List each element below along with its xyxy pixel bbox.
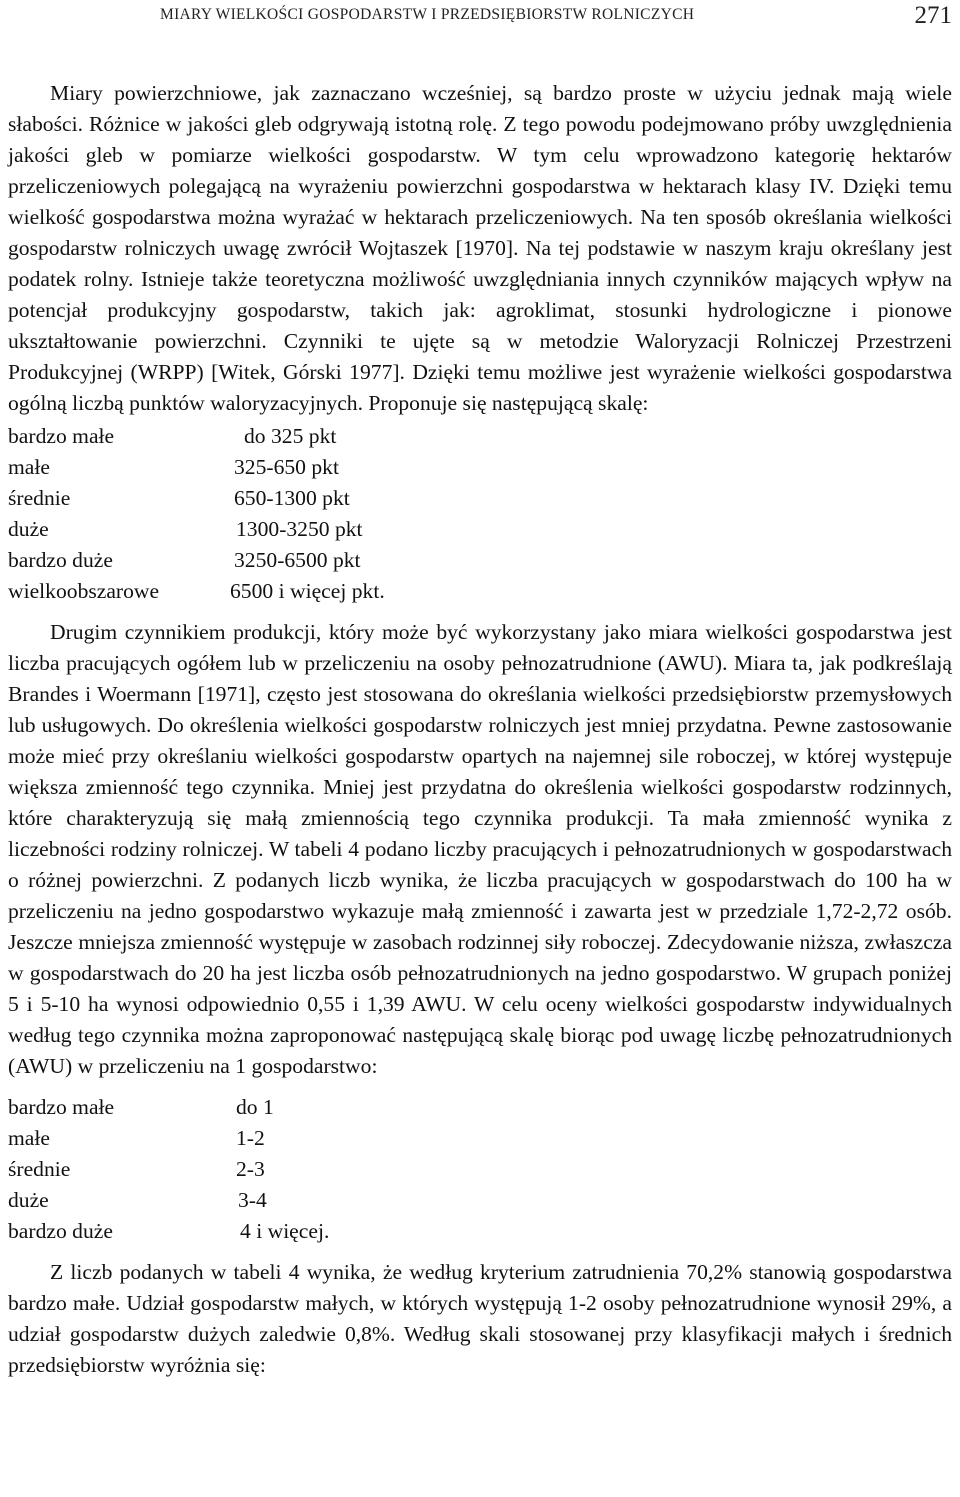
scale-row bbox=[8, 483, 952, 514]
scale-label: średnie bbox=[8, 1157, 71, 1181]
scale-row bbox=[8, 1185, 952, 1216]
body-text bbox=[8, 78, 952, 1381]
scale-label: bardzo małe bbox=[8, 424, 115, 448]
scale-label: duże bbox=[8, 1188, 49, 1212]
paragraph-area-measures: Miary powierzchniowe, jak zaznaczano wcześniej, są bardzo proste w użyciu jednak mają wiele słabości. Różnice w jakości gleb odgrywają istotną rolę. Z tego powodu podejmowano próby uwzględnienia jakości gleb w pomiarze wielkości gospodarstw. W tym celu wprowadzono kategorię hektarów przeliczeniowych polegającą na wyrażeniu powierzchni gospodarstwa w hektarach klasy IV. Dzięki temu wielkość gospodarstwa można wyrażać w hektarach przeliczeniowych. Na ten sposób określania wielkości gospodarstw rolniczych uwagę zwrócił Wojtaszek [1970]. Na tej podstawie w naszym kraju określany jest podatek rolny. Istnieje także teoretyczna możliwość uwzględniania innych czynników mających wpływ na potencjał produkcyjny gospodarstw, takich jak: agroklimat, stosunki hydrologiczne i pionowe ukształtowanie powierzchni. Czynniki te ujęte są w metodzie Waloryzacji Rolniczej Przestrzeni Produkcyjnej (WRPP) [Witek, Górski 1977]. Dzięki temu możliwe jest wyrażenie wielkości gospodarstwa ogólną liczbą punktów waloryzacyjnych. Proponuje się następującą skalę: bbox=[8, 81, 952, 415]
scale-row bbox=[8, 1123, 952, 1154]
scale-value: 3-4 bbox=[238, 1188, 267, 1212]
scale-row bbox=[8, 514, 952, 545]
scale-points-table bbox=[8, 421, 952, 607]
page-number: 271 bbox=[914, 2, 952, 29]
scale-row bbox=[8, 545, 952, 576]
scale-value: 6500 i więcej pkt. bbox=[230, 579, 385, 603]
scale-label: małe bbox=[8, 455, 50, 479]
scale-value: do 1 bbox=[236, 1095, 274, 1119]
paragraph-labor-measures: Drugim czynnikiem produkcji, który może być wykorzystany jako miara wielkości gospodarstwa jest liczba pracujących ogółem lub w przeliczeniu na osoby pełnozatrudnione (AWU). Miara ta, jak podkreślają Brandes i Woermann [1971], często jest stosowana do określania wielkości przedsiębiorstw przemysłowych lub usługowych. Do określenia wielkości gospodarstw rolniczych jest mniej przydatna. Pewne zastosowanie może mieć przy określaniu wielkości gospodarstw opartych na najemnej sile roboczej, w której występuje większa zmienność tego czynnika. Mniej jest przydatna do określenia wielkości gospodarstw rodzinnych, które charakteryzują się małą zmiennością tego czynnika produkcji. Ta mała zmienność wynika z liczebności rodziny rolniczej. W tabeli 4 podano liczby pracujących i pełnozatrudnionych w gospodarstwach o różnej powierzchni. Z podanych liczb wynika, że liczba pracujących w gospodarstwach do 100 ha w przeliczeniu na jedno gospodarstwo wykazuje małą zmienność i zawarta jest w przedziale 1,72-2,72 osób. Jeszcze mniejsza zmienność występuje w zasobach rodzinnej siły roboczej. Zdecydowanie niższa, zwłaszcza w gospodarstwach do 20 ha jest liczba osób pełnozatrudnionych na jedno gospodarstwo. W grupach poniżej 5 i 5-10 ha wynosi odpowiednio 0,55 i 1,39 AWU. W celu oceny wielkości gospodarstw indywidualnych według tego czynnika można zaproponować następującą skalę biorąc pod uwagę liczbę pełnozatrudnionych (AWU) w przeliczeniu na 1 gospodarstwo: bbox=[8, 620, 952, 1078]
scale-value: 650-1300 pkt bbox=[234, 486, 350, 510]
running-title: MIARY WIELKOŚCI GOSPODARSTW I PRZEDSIĘBIORSTW ROLNICZYCH bbox=[160, 6, 695, 23]
scale-value: 1-2 bbox=[236, 1126, 265, 1150]
scale-value: 4 i więcej. bbox=[240, 1219, 330, 1243]
paragraph-employment-shares: Z liczb podanych w tabeli 4 wynika, że według kryterium zatrudnienia 70,2% stanowią gospodarstwa bardzo małe. Udział gospodarstw małych, w których występują 1-2 osoby pełnozatrudnione wynosił 29%, a udział gospodarstw dużych zaledwie 0,8%. Według skali stosowanej przy klasyfikacji małych i średnich przedsiębiorstw wyróżnia się: bbox=[8, 1260, 952, 1377]
scale-label: bardzo duże bbox=[8, 1219, 113, 1243]
scale-value: 3250-6500 pkt bbox=[234, 548, 361, 572]
scale-row bbox=[8, 576, 952, 607]
scale-row bbox=[8, 1216, 952, 1247]
scale-label: bardzo małe bbox=[8, 1095, 115, 1119]
scale-awu-table bbox=[8, 1092, 952, 1247]
scale-value: 2-3 bbox=[236, 1157, 265, 1181]
running-header bbox=[0, 2, 960, 36]
scale-row bbox=[8, 1154, 952, 1185]
scale-label: duże bbox=[8, 517, 49, 541]
scale-value: 325-650 pkt bbox=[234, 455, 339, 479]
scale-row bbox=[8, 452, 952, 483]
scale-value: do 325 pkt bbox=[244, 424, 337, 448]
scale-label: bardzo duże bbox=[8, 548, 113, 572]
scale-value: 1300-3250 pkt bbox=[236, 517, 363, 541]
scale-row bbox=[8, 1092, 952, 1123]
scale-label: średnie bbox=[8, 486, 71, 510]
scale-row bbox=[8, 421, 952, 452]
scale-label: wielkoobszarowe bbox=[8, 579, 160, 603]
scale-label: małe bbox=[8, 1126, 50, 1150]
